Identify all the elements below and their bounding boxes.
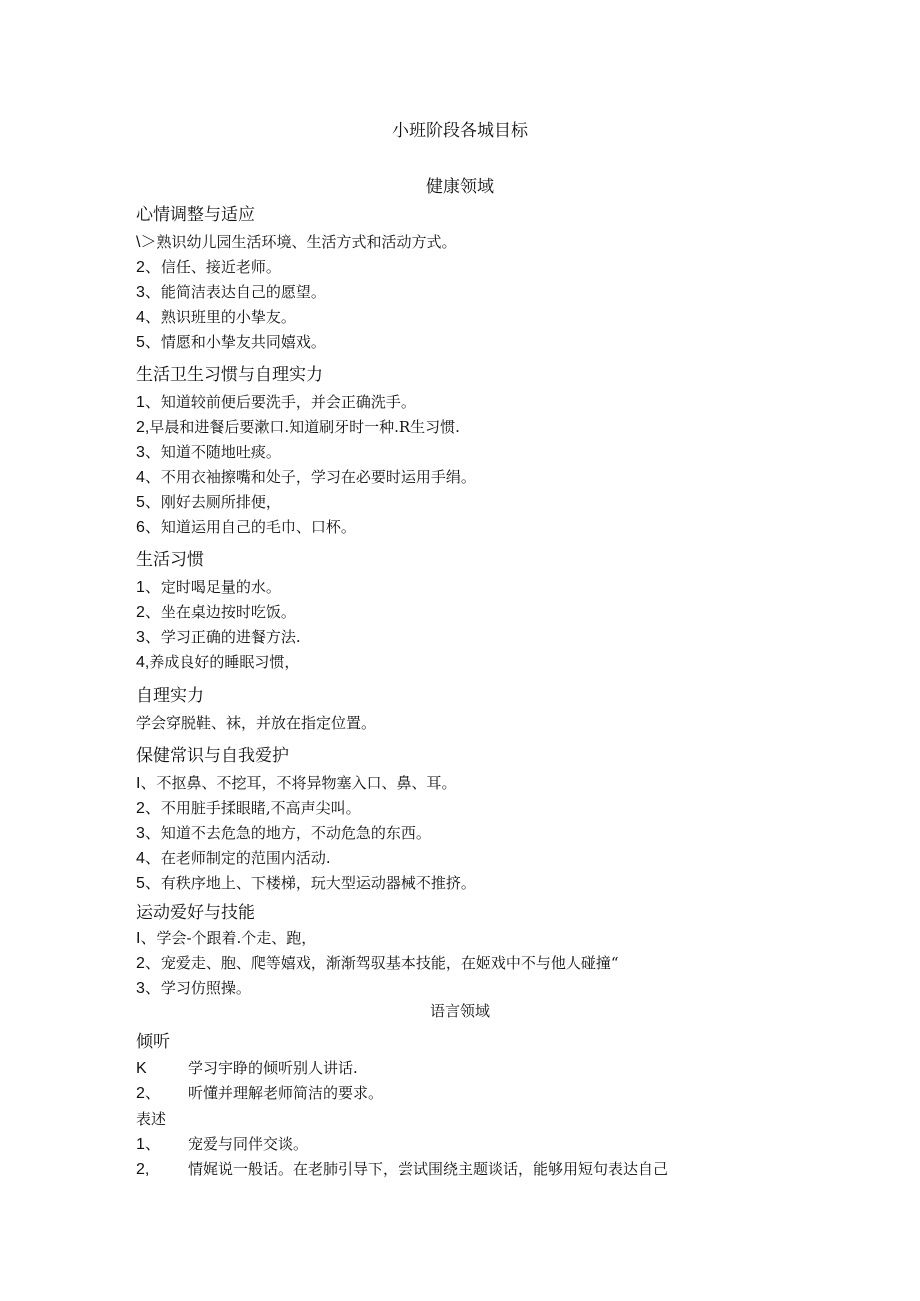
section-heading: 生活习惯: [136, 550, 204, 570]
document-title: 小班阶段各城目标: [392, 121, 528, 141]
list-item: 2、信任、接近老师。: [136, 258, 281, 276]
section-heading: 运动爱好与技能: [136, 903, 255, 923]
list-item: 3、知道不随地吐痰。: [136, 443, 281, 461]
section-living-habits: [136, 549, 876, 675]
list-item: 3、学习仿照操。: [136, 979, 251, 997]
list-item: 6、知道运用自己的毛巾、口杯。: [136, 518, 356, 536]
list-item: \＞熟识幼儿园生活环境、生活方式和活动方式。: [136, 233, 457, 251]
section-expression: [136, 1107, 876, 1182]
list-item: 3、学习正确的进餐方法.: [136, 628, 301, 646]
list-item: K 学习宇睁的倾听别人讲话.: [136, 1059, 358, 1077]
section-heading: 倾听: [136, 1032, 170, 1052]
list-item: I、不抠鼻、不挖耳，不将异物塞入口、鼻、耳。: [136, 774, 457, 792]
list-item: 4、在老师制定的范围内活动.: [136, 849, 331, 867]
list-item: 5、刚好去厕所排便，: [136, 493, 281, 511]
domain-heading-language: 语言领域: [429, 1002, 490, 1020]
section-sports-skills: [136, 902, 876, 1001]
section-heading: 保健常识与自我爱护: [136, 746, 289, 766]
list-item: 5、有秩序地上、下楼梯，玩大型运动器械不推挤。: [136, 874, 476, 892]
section-self-care-ability: [136, 685, 876, 736]
section-heading: 自理实力: [136, 686, 204, 706]
domain-heading-health: 健康领域: [426, 177, 494, 197]
list-item: 3、能简洁表达自己的愿望。: [136, 283, 326, 301]
list-item: 4、不用衣袖擦嘴和处子，学习在必要时运用手绢。: [136, 468, 476, 486]
section-health-protection: [136, 745, 876, 896]
list-item: 1、定时喝足量的水。: [136, 578, 281, 596]
list-item: 3、知道不去危急的地方，不动危急的东西。: [136, 824, 431, 842]
section-heading: 表述: [136, 1110, 167, 1128]
list-item: 5、情愿和小挚友共同嬉戏。: [136, 333, 326, 351]
paragraph-line: 学会穿脱鞋、袜，并放在指定位置。: [136, 714, 377, 732]
section-listening: [136, 1031, 876, 1106]
section-hygiene-self-care: [136, 364, 876, 540]
list-item: 2、 听懂并理解老师简洁的要求。: [136, 1084, 384, 1102]
list-item: 1、知道较前便后要洗手，并会正确洗手。: [136, 393, 416, 411]
list-item: 4、熟识班里的小挚友。: [136, 308, 296, 326]
list-item: I、学会-个跟着.个走、跑，: [136, 929, 317, 947]
list-item: 2,早晨和进餐后要漱口.知道刷牙时一种.R生习惯.: [136, 418, 460, 436]
list-item: 2, 情娓说一般话。在老肺引导下，尝试围绕主题谈话，能够用短句表达自己: [136, 1160, 669, 1178]
list-item: 2、不用脏手揉眼睹,不高声尖叫。: [136, 799, 361, 817]
list-item: 2、宠爱走、胞、爬等嬉戏，渐渐驾驭基本技能，在姬戏中不与他人碰撞“: [136, 954, 619, 972]
list-item: 1、 宠爱与同伴交谈。: [136, 1135, 309, 1153]
section-heading: 心情调整与适应: [136, 205, 255, 225]
list-item: 4,养成良好的睡眠习惯，: [136, 653, 300, 671]
section-heading: 生活卫生习惯与自理实力: [136, 365, 323, 385]
section-emotion-adaptation: [136, 204, 876, 355]
list-item: 2、坐在桌边按时吃饭。: [136, 603, 296, 621]
